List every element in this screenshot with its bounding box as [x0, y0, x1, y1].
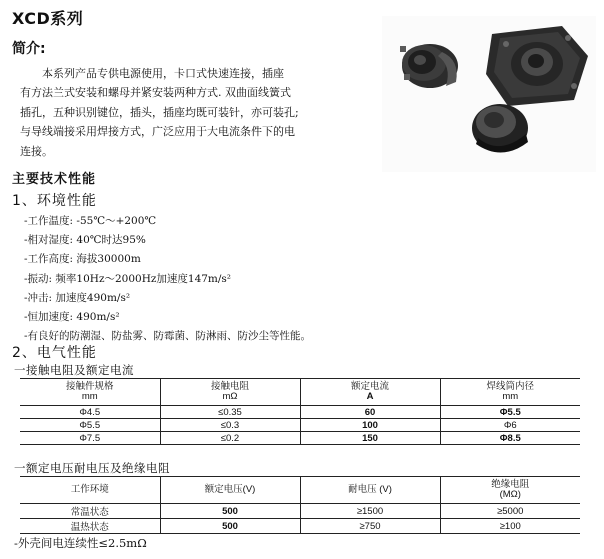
- table-cell: 100: [300, 419, 440, 432]
- table-cell: 常温状态: [20, 504, 160, 519]
- env-item: -工作温度: -55℃～+200℃: [24, 215, 157, 227]
- env-item: -相对湿度: 40℃时达95%: [24, 234, 146, 247]
- table-cell: Φ8.5: [440, 432, 580, 445]
- main-specs-heading: 主要技术性能: [12, 172, 97, 187]
- env-item: -有良好的防潮湿、防盐雾、防霉菌、防淋雨、防沙尘等性能。: [24, 330, 312, 343]
- intro-line: 与导线端接采用焊接方式，广泛应用于大电流条件下的电: [20, 125, 295, 139]
- page-title: XCD系列: [12, 9, 84, 28]
- table-cell: Φ5.5: [20, 419, 160, 432]
- voltage-insulation-table: [20, 476, 580, 534]
- contact-resistance-table: [20, 378, 580, 445]
- table-cell: Φ5.5: [440, 406, 580, 419]
- table-cell: ≤0.35: [160, 406, 300, 419]
- table-header-row: [20, 379, 580, 406]
- continuity-spec: -外壳间电连续性≤2.5mΩ: [14, 536, 147, 550]
- table2-title: 一额定电压耐电压及绝缘电阻: [14, 461, 170, 475]
- table-row: [20, 504, 580, 519]
- table-cell: ≥100: [440, 519, 580, 534]
- table-header-row: [20, 477, 580, 504]
- table-cell: 500: [160, 504, 300, 519]
- table-cell: Φ6: [440, 419, 580, 432]
- table-cell: ≤0.3: [160, 419, 300, 432]
- table-cell: ≥5000: [440, 504, 580, 519]
- product-photo: [382, 16, 596, 172]
- elec-heading: 2、电气性能: [12, 345, 97, 361]
- table-cell: ≥1500: [300, 504, 440, 519]
- table-cell: 500: [160, 519, 300, 534]
- table-row: [20, 432, 580, 445]
- table-cell: ≤0.2: [160, 432, 300, 445]
- intro-line: 插孔，五种识别键位，插头，插座均既可装针，亦可装孔;: [20, 105, 299, 119]
- dust-cap: [472, 104, 528, 153]
- table-header-cell: 工作环境: [20, 477, 160, 504]
- env-list: [24, 212, 311, 346]
- table-row: [20, 419, 580, 432]
- intro-heading: 简介:: [12, 41, 46, 57]
- table-cell: 60: [300, 406, 440, 419]
- table-cell: 温热状态: [20, 519, 160, 534]
- table-row: [20, 519, 580, 534]
- table-header-cell: 额定电流 A: [300, 379, 440, 406]
- table1-title: 一接触电阻及额定电流: [14, 363, 134, 377]
- env-heading: 1、环境性能: [12, 193, 97, 209]
- table-header-cell: 绝缘电阻 (MΩ): [491, 479, 530, 500]
- env-item: -工作高度: 海拔30000m: [24, 253, 141, 266]
- table-cell: 150: [300, 432, 440, 445]
- table-header-cell: 接触件规格 mm: [20, 379, 160, 406]
- intro-line: 有方法兰式安装和螺母并紧安装两种方式. 双曲面线簧式: [20, 86, 291, 100]
- table-header-cell: 耐电压 (V): [300, 477, 440, 504]
- table-header-cell: 焊线筒内径 mm: [486, 381, 534, 402]
- intro-paragraph: [20, 64, 340, 161]
- intro-line: 本系列产品专供电源使用，卡口式快速连接，插座: [42, 67, 284, 80]
- env-item: -冲击: 加速度490m/s²: [24, 291, 131, 304]
- env-item: -振动: 频率10Hz～2000Hz加速度147m/s²: [24, 272, 232, 285]
- table-cell: Φ4.5: [20, 406, 160, 419]
- table-header-cell: 接触电阻 mΩ: [160, 379, 300, 406]
- intro-line: 连接。: [20, 144, 53, 158]
- table-cell: Φ7.5: [20, 432, 160, 445]
- env-item: -恒加速度: 490m/s²: [24, 311, 120, 324]
- table-row: [20, 406, 580, 419]
- table-header-cell: 额定电压(V): [160, 477, 300, 504]
- table-cell: ≥750: [300, 519, 440, 534]
